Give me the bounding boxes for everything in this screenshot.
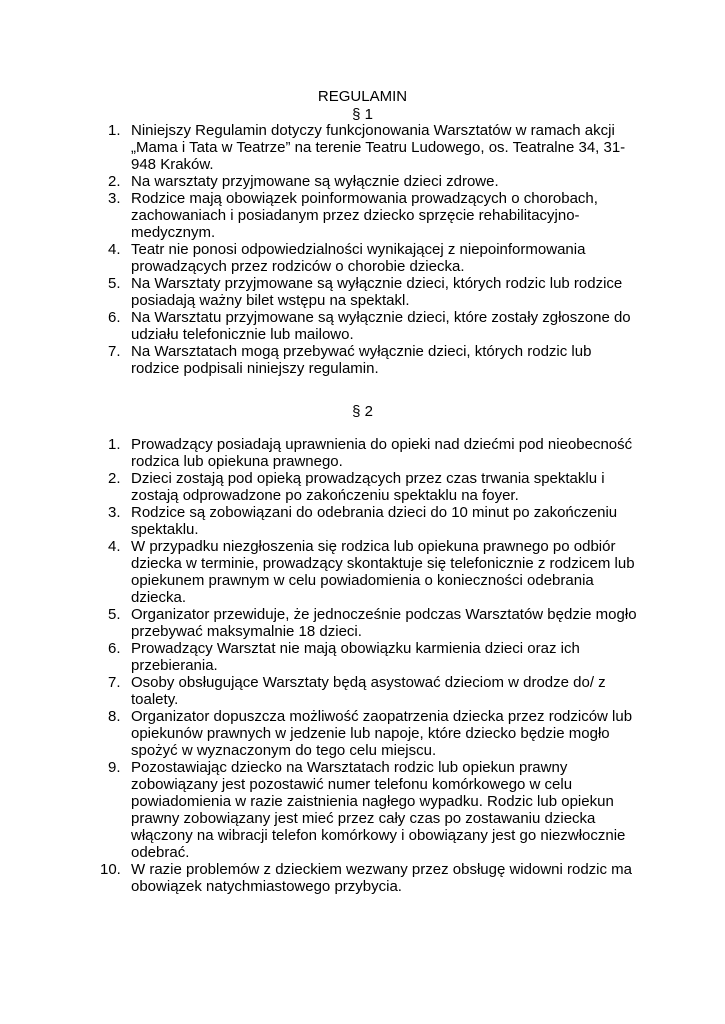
list-item [0,436,725,470]
item-number: 5. [108,275,121,292]
section-1-heading: § 1 [352,106,373,123]
item-text: Na warsztaty przyjmowane są wyłącznie dzieci zdrowe. [131,173,499,190]
item-number: 7. [108,674,121,691]
section-2-heading: § 2 [352,403,373,420]
item-number: 6. [108,309,121,326]
item-text: Osoby obsługujące Warsztaty będą asystować dzieciom w drodze do/ z toalety. [131,674,606,708]
section-2-list [0,436,725,895]
list-item [0,309,725,343]
list-item [0,538,725,606]
item-text: Organizator dopuszcza możliwość zaopatrzenia dziecka przez rodziców lub opiekunów prawnych w jedzenie lub napoje, które dziecko będzie mogło spożyć w wyznaczonym do tego celu miejscu. [131,708,633,759]
list-item [0,470,725,504]
item-text: Rodzice są zobowiązani do odebrania dzieci do 10 minut po zakończeniu spektaklu. [131,504,618,538]
list-item [0,275,725,309]
item-number: 4. [108,241,121,258]
item-text: Rodzice mają obowiązek poinformowania prowadzących o chorobach, zachowaniach i posiadanym przez dziecko sprzęcie rehabilitacyjno-medycznym. [131,190,598,241]
item-text: Na Warsztatach mogą przebywać wyłącznie dzieci, których rodzic lub rodzice podpisali niniejszy regulamin. [131,343,592,377]
list-item [0,504,725,538]
list-item [0,241,725,275]
item-number: 8. [108,708,121,725]
item-text: Dzieci zostają pod opieką prowadzących przez czas trwania spektaklu i zostają odprowadzone po zakończeniu spektaklu na foyer. [131,470,605,504]
item-text: W przypadku niezgłoszenia się rodzica lub opiekuna prawnego po odbiór dziecka w terminie, prowadzący skontaktuje się telefonicznie z rodzicem lub opiekunem prawnym w celu powiadomienia o konieczności odebrania dziecka. [131,538,635,606]
list-item [0,190,725,241]
item-number: 9. [108,759,121,776]
item-text: Niniejszy Regulamin dotyczy funkcjonowania Warsztatów w ramach akcji „Mama i Tata w Teatrze” na terenie Teatru Ludowego, os. Teatralne 34, 31-948 Kraków. [131,122,626,173]
item-number: 6. [108,640,121,657]
item-number: 7. [108,343,121,360]
document-title: REGULAMIN [317,88,408,105]
item-text: Prowadzący Warsztat nie mają obowiązku karmienia dzieci oraz ich przebierania. [131,640,580,674]
item-number: 3. [108,504,121,521]
list-item [0,343,725,377]
item-text: Na Warsztatu przyjmowane są wyłącznie dzieci, które zostały zgłoszone do udziału telefonicznie lub mailowo. [131,309,631,343]
item-text: Teatr nie ponosi odpowiedzialności wynikającej z niepoinformowania prowadzących przez rodziców o chorobie dziecka. [131,241,586,275]
list-item [0,674,725,708]
item-text: Organizator przewiduje, że jednocześnie podczas Warsztatów będzie mogło przebywać maksymalnie 18 dzieci. [131,606,637,640]
item-number: 3. [108,190,121,207]
item-number: 2. [108,173,121,190]
item-number: 1. [108,122,121,139]
item-number: 2. [108,470,121,487]
list-item [0,606,725,640]
item-number: 1. [108,436,121,453]
item-number: 10. [100,861,121,878]
item-text: Prowadzący posiadają uprawnienia do opieki nad dziećmi pod nieobecność rodzica lub opiekuna prawnego. [131,436,633,470]
item-number: 5. [108,606,121,623]
list-item [0,759,725,861]
section-1-list [0,122,725,377]
item-text: W razie problemów z dzieckiem wezwany przez obsługę widowni rodzic ma obowiązek natychmiastowego przybycia. [131,861,633,895]
item-number: 4. [108,538,121,555]
list-item [0,173,725,190]
list-item [0,708,725,759]
list-item [0,640,725,674]
item-text: Pozostawiając dziecko na Warsztatach rodzic lub opiekun prawny zobowiązany jest pozostawić numer telefonu komórkowego w celu powiadomienia w razie zaistnienia nagłego wypadku. Rodzic lub opiekun prawny zobowiązany jest mieć przez cały czas po zostawaniu dziecka włączony na wibracji telefon komórkowy i obowiązany jest go niezwłocznie odebrać. [131,759,626,861]
list-item [0,122,725,173]
list-item [0,861,725,895]
item-text: Na Warsztaty przyjmowane są wyłącznie dzieci, których rodzic lub rodzice posiadają ważny bilet wstępu na spektakl. [131,275,623,309]
